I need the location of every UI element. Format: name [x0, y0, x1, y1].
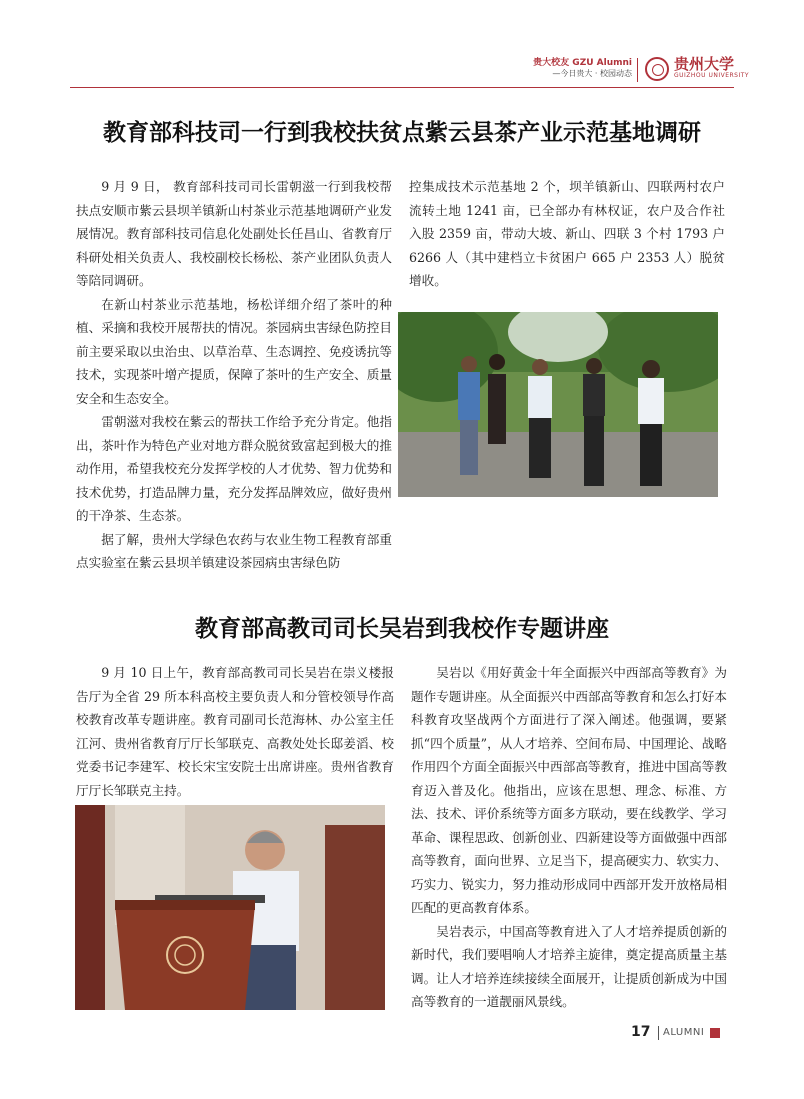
footer-divider	[658, 1026, 659, 1040]
header-divider	[637, 58, 638, 82]
article1-paragraph: 雷朝滋对我校在紫云的帮扶工作给予充分肯定。他指出，茶叶作为特色产业对地方群众脱贫致富起到极大的推动作用，希望我校充分发挥学校的人才优势、智力优势和技术优势，打造品牌力量，充分发挥品牌效应，做好贵州的干净茶、生态茶。	[76, 414, 392, 523]
brand-name-en: GUIZHOU UNIVERSITY	[674, 71, 750, 79]
article1-paragraph: 在新山村茶业示范基地，杨松详细介绍了茶叶的种植、采摘和我校开展帮扶的情况。茶园病虫害绿色防控目前主要采取以虫治虫、以草治草、生态调控、免疫诱抗等技术，实现茶叶增产提质，保障了茶叶的生产安全、质量安全和生态安全。	[76, 296, 392, 406]
article2-left-column	[76, 661, 394, 802]
university-logo	[674, 56, 749, 79]
page-number: 17	[631, 1024, 651, 1040]
tea-base-photo-illustration	[398, 312, 718, 497]
footer-accent-square	[710, 1028, 720, 1038]
footer-label: ALUMNI	[663, 1027, 705, 1038]
brand-name-cn: 贵州大学	[674, 55, 735, 73]
article1-title: 教育部科技司一行到我校扶贫点紫云县茶产业示范基地调研	[103, 119, 701, 146]
university-seal-icon	[645, 57, 669, 81]
article1-right-column	[409, 175, 725, 293]
article2-title: 教育部高教司司长吴岩到我校作专题讲座	[195, 615, 609, 642]
tea-base-photo	[398, 312, 718, 497]
article1-left-column	[76, 175, 392, 575]
lecture-photo-illustration	[75, 805, 385, 1010]
article2-right-column	[411, 661, 727, 1014]
article2-paragraph: 吴岩以《用好黄金十年全面振兴中西部高等教育》为题作专题讲座。从全面振兴中西部高等教育和怎么打好本科教育攻坚战两个方面进行了深入阐述。他强调，要紧抓“四个质量”，从人才培养、空间布局、中国理论、战略作用四个方面全面振兴中西部高等教育，推进中国高等教育迈入普及化。他指出，应该在思想、理念、标准、方法、技术、评价系统等方面多方联动，要在线教学、学习革命、课程思政、创新创业、四新建设等方面做强中西部高等教育，面向世界、立足当下，提高硬实力、软实力、巧实力、锐实力，努力推动形成同中西部开发开放格局相匹配的更高教育体系。	[411, 665, 727, 915]
header-section-label: —今日贵大 · 校园动态	[552, 68, 632, 78]
header-tagline	[533, 58, 632, 78]
article1-paragraph: 据了解，贵州大学绿色农药与农业生物工程教育部重点实验室在紫云县坝羊镇建设茶园病虫害绿色防	[76, 531, 392, 570]
article1-paragraph: 9 月 9 日， 教育部科技司司长雷朝滋一行到我校帮扶点安顺市紫云县坝羊镇新山村茶业示范基地调研产业发展情况。教育部科技司信息化处副处长任昌山、省教育厅科研处相关负责人、我校副校长杨松、茶产业团队负责人等陪同调研。	[76, 179, 392, 288]
article2-paragraph: 9 月 10 日上午，教育部高教司司长吴岩在崇义楼报告厅为全省 29 所本科高校主要负责人和分管校领导作高校教育改革专题讲座。教育司副司长范海林、办公室主任江河、贵州省教育厅厅长邹联克、高教处处长邸姜滔、校党委书记李建军、校长宋宝安院士出席讲座。贵州省教育厅厅长邹联克主持。	[76, 665, 394, 798]
lecture-photo	[75, 805, 385, 1010]
article1-paragraph-continued: 控集成技术示范基地 2 个，坝羊镇新山、四联两村农户流转土地 1241 亩，已全部办有林权证，农户及合作社入股 2359 亩，带动大坡、新山、四联 3 个村 1793 户 6266 人（其中建档立卡贫困户 665 户 2353 人）脱贫增收。	[409, 179, 725, 288]
header-alumni-label: 贵大校友 GZU Alumni	[533, 58, 632, 68]
header-rule	[70, 87, 734, 88]
article2-paragraph: 吴岩表示，中国高等教育进入了人才培养提质创新的新时代，我们要唱响人才培养主旋律，奠定提高质量主基调。让人才培养连续接续全面展开，让提质创新成为中国高等教育的一道靓丽风景线。	[411, 923, 727, 1009]
